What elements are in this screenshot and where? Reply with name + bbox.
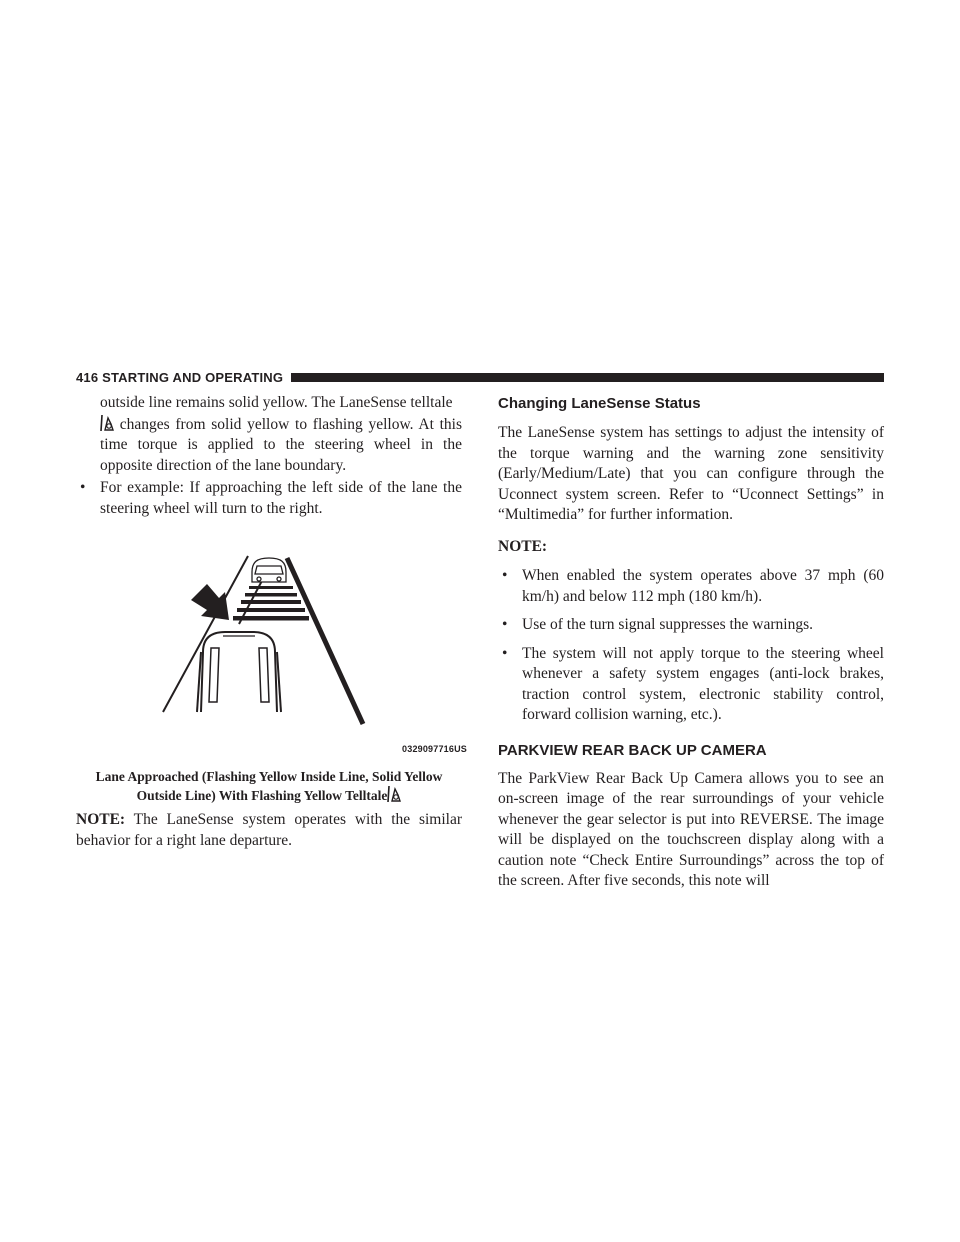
warning-arrow-icon [191,584,229,620]
paragraph-telltale: outside line remains solid yellow. The LaneSense telltale changes from solid yellow to flashing yellow. At this time torque is applied to the steering wheel in the opposite direction of the lane boundary. [100,394,462,474]
page-header [76,370,884,386]
bullet-dot: • [80,479,86,496]
header-rule [286,373,884,382]
note-label: NOTE: [498,537,548,555]
right-column [498,393,884,892]
distant-car [252,558,286,582]
bullet-item: • The system will not apply torque to the steering wheel whenever a safety system engages (anti-lock brakes, traction control system, electronic stability control, forward collision warning, etc.). [502,644,884,723]
section-title: STARTING AND OPERATING [102,370,284,385]
vehicle-hood [197,632,281,712]
paragraph-parkview: The ParkView Rear Back Up Camera allows you to see an on-screen image of the rear surroundings of your vehicle whenever the gear selector is put into REVERSE. The image will be displayed on the touchscreen display along with a caution note “Check Entire Surroundings” across the top of the screen. After five seconds, this note will [498,769,884,889]
figure-caption: Lane Approached (Flashing Yellow Inside Line, Solid Yellow Outside Line) With Flashing Yellow Telltale [95,769,443,803]
note-right-departure: NOTE: The LaneSense system operates with the similar behavior for a right lane departure. [76,811,462,849]
lane-illustration [161,552,461,748]
page-number: 416 [76,370,99,385]
bullet-dot: • [502,616,508,633]
left-column [76,393,467,851]
bullet-item: • For example: If approaching the left side of the lane the steering wheel will turn to the right. [80,479,462,517]
bullet-item: • Use of the turn signal suppresses the warnings. [498,615,884,636]
bullet-dot: • [502,567,508,584]
paragraph-settings: The LaneSense system has settings to adjust the intensity of the torque warning and the warning zone sensitivity (Early/Medium/Late) that you can configure through the Uconnect system screen. Refer to “Uconnect Settings” in “Multimedia” for further information. [498,424,884,523]
lanesense-telltale-icon [100,414,114,432]
bullet-dot: • [502,644,508,662]
outside-lane-line [287,558,363,724]
lanesense-telltale-icon [387,785,401,803]
figure-code: 0329097716US [402,744,467,754]
bullet-item: • When enabled the system operates above 37 mph (60 km/h) and below 112 mph (180 km/h). [502,567,884,605]
header-text [76,370,291,386]
subheading-changing-status: Changing LaneSense Status [498,395,701,412]
section-heading-parkview: PARKVIEW REAR BACK UP CAMERA [498,741,767,759]
lane-approach-figure [161,552,467,754]
